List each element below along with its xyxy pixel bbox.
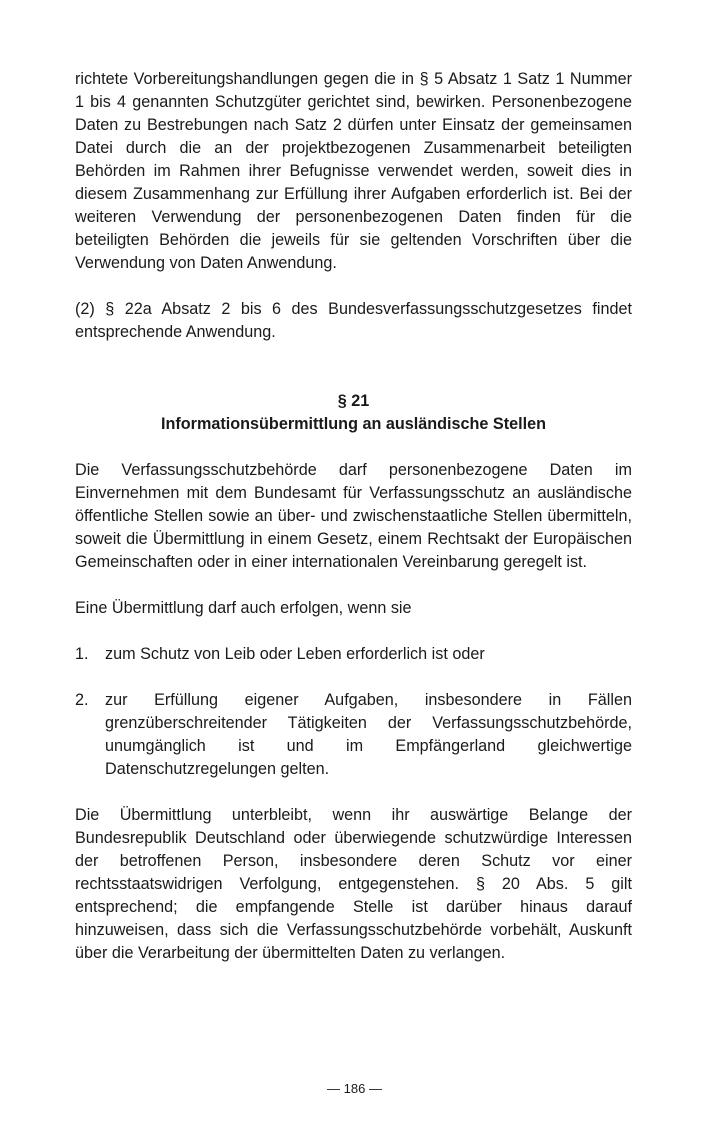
paragraph-continuation: richtete Vorbereitungshandlungen gegen die in § 5 Absatz 1 Satz 1 Nummer 1 bis 4 genannten Schutzgüter gerichtet sind, bewirken. Personenbezogene Daten zu Bestrebungen nach Satz 2 dürfen unter Einsatz der gemeinsamen Datei durch die an der projektbezogenen Zusammenarbeit beteiligten Behörden im Rahmen ihrer Befugnisse verwendet werden, soweit dies in diesem Zusammenhang zur Erfüllung ihrer Aufgaben erforderlich ist. Bei der weiteren Verwendung der personenbezogenen Daten finden für die beteiligten Behörden die jeweils für sie geltenden Vorschriften über die Verwendung von Daten Anwendung.	[75, 70, 632, 272]
paragraph-condition: Eine Übermittlung darf auch erfolgen, wenn sie	[75, 599, 412, 617]
list-item-text: zum Schutz von Leib oder Leben erforderlich ist oder	[105, 645, 485, 663]
section-number: § 21	[337, 392, 370, 410]
paragraph-intro: Die Verfassungsschutzbehörde darf personenbezogene Daten im Einvernehmen mit dem Bundesamt für Verfassungsschutz an ausländische öffentliche Stellen sowie an über- und zwischenstaatliche Stellen übermitteln, soweit die Übermittlung in einem Gesetz, einem Rechtsakt der Europäischen Gemeinschaften oder in einer internationalen Vereinbarung geregelt ist.	[75, 461, 632, 571]
list-item	[75, 643, 632, 666]
numbered-list	[75, 643, 632, 781]
list-item-number: 1.	[75, 645, 89, 663]
page-number: — 186 —	[327, 1081, 382, 1096]
list-item-number: 2.	[75, 691, 89, 709]
list-item	[75, 689, 632, 781]
list-item-text: zur Erfüllung eigener Aufgaben, insbesondere in Fällen grenzüberschreitender Tätigkeiten der Verfassungsschutzbehörde, unumgänglich ist und im Empfängerland gleichwertige Datenschutzregelungen gelten.	[105, 691, 632, 778]
paragraph-2: (2) § 22a Absatz 2 bis 6 des Bundesverfassungsschutzgesetzes findet entsprechende Anwendung.	[75, 300, 632, 341]
section-heading	[75, 390, 632, 436]
section-title: Informationsübermittlung an ausländische Stellen	[161, 415, 546, 433]
paragraph-restriction: Die Übermittlung unterbleibt, wenn ihr auswärtige Belange der Bundesrepublik Deutschland oder überwiegende schutzwürdige Interessen der betroffenen Person, insbesondere deren Schutz vor einer rechtsstaatswidrigen Verfolgung, entgegenstehen. § 20 Abs. 5 gilt entsprechend; die empfangende Stelle ist darüber hinaus darauf hinzuweisen, dass sich die Verfassungsschutzbehörde vorbehält, Auskunft über die Verarbeitung der übermittelten Daten zu verlangen.	[75, 806, 632, 962]
page-content	[75, 68, 632, 965]
